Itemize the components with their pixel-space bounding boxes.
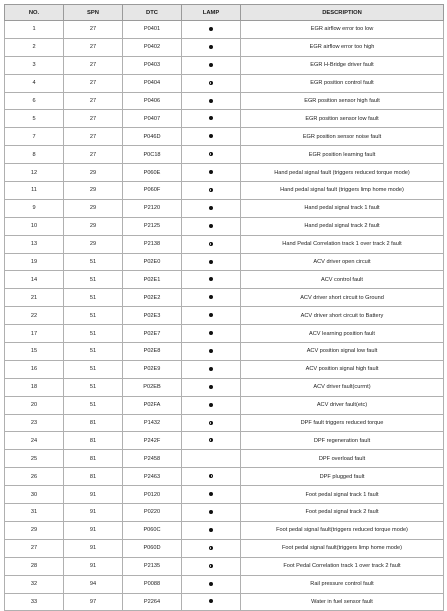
column-header-dtc: DTC bbox=[123, 5, 182, 21]
cell-no: 27 bbox=[5, 539, 64, 557]
cell-no: 20 bbox=[5, 396, 64, 414]
table-row bbox=[5, 235, 444, 253]
cell-dtc: P02E3 bbox=[123, 307, 182, 325]
cell-dtc: P0407 bbox=[123, 110, 182, 128]
cell-no: 4 bbox=[5, 74, 64, 92]
cell-lamp bbox=[182, 414, 241, 432]
cell-description: Hand Pedal Correlation track 1 over track 2 fault bbox=[241, 235, 444, 253]
cell-lamp bbox=[182, 378, 241, 396]
table-row bbox=[5, 468, 444, 486]
table-row bbox=[5, 56, 444, 74]
column-header-description: DESCRIPTION bbox=[241, 5, 444, 21]
cell-spn: 91 bbox=[64, 521, 123, 539]
cell-lamp bbox=[182, 325, 241, 343]
cell-lamp bbox=[182, 450, 241, 468]
cell-no: 8 bbox=[5, 146, 64, 164]
cell-spn: 97 bbox=[64, 593, 123, 611]
cell-description: Foot Pedal Correlation track 1 over track 2 fault bbox=[241, 557, 444, 575]
cell-spn: 81 bbox=[64, 432, 123, 450]
table-row bbox=[5, 74, 444, 92]
cell-spn: 27 bbox=[64, 128, 123, 146]
cell-dtc: P02E8 bbox=[123, 343, 182, 361]
cell-description: Water in fuel sensor fault bbox=[241, 593, 444, 611]
lamp-on-icon bbox=[209, 170, 213, 174]
table-row bbox=[5, 38, 444, 56]
cell-spn: 51 bbox=[64, 396, 123, 414]
cell-description: Foot pedal signal fault(triggers limp home mode) bbox=[241, 539, 444, 557]
cell-no: 32 bbox=[5, 575, 64, 593]
table-row bbox=[5, 182, 444, 200]
table-row bbox=[5, 199, 444, 217]
cell-spn: 91 bbox=[64, 504, 123, 522]
dtc-table bbox=[4, 4, 444, 611]
lamp-on-icon bbox=[209, 403, 213, 407]
cell-no: 33 bbox=[5, 593, 64, 611]
cell-no: 10 bbox=[5, 217, 64, 235]
cell-dtc: P02E0 bbox=[123, 253, 182, 271]
cell-description: ACV driver short circuit to Battery bbox=[241, 307, 444, 325]
cell-no: 24 bbox=[5, 432, 64, 450]
cell-lamp bbox=[182, 271, 241, 289]
cell-dtc: P060F bbox=[123, 182, 182, 200]
cell-description: EGR position learning fault bbox=[241, 146, 444, 164]
cell-description: ACV learning position fault bbox=[241, 325, 444, 343]
cell-dtc: P060C bbox=[123, 521, 182, 539]
cell-no: 13 bbox=[5, 235, 64, 253]
lamp-on-icon bbox=[209, 63, 213, 67]
cell-lamp bbox=[182, 593, 241, 611]
cell-description: ACV driver fault(currnt) bbox=[241, 378, 444, 396]
cell-description: DPF regeneration fault bbox=[241, 432, 444, 450]
cell-spn: 81 bbox=[64, 468, 123, 486]
cell-lamp bbox=[182, 468, 241, 486]
table-row bbox=[5, 271, 444, 289]
cell-description: Foot pedal signal track 2 fault bbox=[241, 504, 444, 522]
cell-description: ACV control fault bbox=[241, 271, 444, 289]
cell-dtc: P0406 bbox=[123, 92, 182, 110]
cell-lamp bbox=[182, 235, 241, 253]
table-row bbox=[5, 414, 444, 432]
cell-description: Hand pedal signal fault (triggers limp home mode) bbox=[241, 182, 444, 200]
table-row bbox=[5, 575, 444, 593]
column-header-spn: SPN bbox=[64, 5, 123, 21]
cell-description: EGR airflow error too high bbox=[241, 38, 444, 56]
lamp-on-icon bbox=[209, 313, 213, 317]
cell-spn: 51 bbox=[64, 343, 123, 361]
cell-description: EGR position control fault bbox=[241, 74, 444, 92]
cell-spn: 51 bbox=[64, 271, 123, 289]
cell-lamp bbox=[182, 74, 241, 92]
table-row bbox=[5, 253, 444, 271]
lamp-on-icon bbox=[209, 385, 213, 389]
table-row bbox=[5, 110, 444, 128]
table-row bbox=[5, 343, 444, 361]
table-row bbox=[5, 164, 444, 182]
cell-description: ACV driver fault(etc) bbox=[241, 396, 444, 414]
cell-no: 17 bbox=[5, 325, 64, 343]
cell-spn: 91 bbox=[64, 486, 123, 504]
cell-no: 9 bbox=[5, 199, 64, 217]
cell-lamp bbox=[182, 289, 241, 307]
cell-description: Foot pedal signal track 1 fault bbox=[241, 486, 444, 504]
cell-description: Rail pressure control fault bbox=[241, 575, 444, 593]
cell-spn: 29 bbox=[64, 164, 123, 182]
cell-spn: 94 bbox=[64, 575, 123, 593]
cell-spn: 29 bbox=[64, 217, 123, 235]
cell-spn: 27 bbox=[64, 146, 123, 164]
cell-description: Hand pedal signal track 2 fault bbox=[241, 217, 444, 235]
cell-lamp bbox=[182, 38, 241, 56]
cell-lamp bbox=[182, 360, 241, 378]
cell-lamp bbox=[182, 521, 241, 539]
cell-description: Hand pedal signal fault (triggers reduced torque mode) bbox=[241, 164, 444, 182]
cell-dtc: P0C18 bbox=[123, 146, 182, 164]
table-row bbox=[5, 432, 444, 450]
cell-spn: 51 bbox=[64, 253, 123, 271]
cell-description: ACV driver short circuit to Ground bbox=[241, 289, 444, 307]
cell-lamp bbox=[182, 575, 241, 593]
table-row bbox=[5, 92, 444, 110]
cell-lamp bbox=[182, 432, 241, 450]
cell-spn: 51 bbox=[64, 289, 123, 307]
cell-lamp bbox=[182, 307, 241, 325]
cell-no: 21 bbox=[5, 289, 64, 307]
table-row bbox=[5, 450, 444, 468]
table-row bbox=[5, 504, 444, 522]
lamp-half-right-icon bbox=[209, 152, 213, 156]
lamp-half-right-icon bbox=[209, 546, 213, 550]
cell-description: EGR airflow error too low bbox=[241, 21, 444, 39]
cell-no: 1 bbox=[5, 21, 64, 39]
cell-spn: 29 bbox=[64, 199, 123, 217]
lamp-on-icon bbox=[209, 260, 213, 264]
lamp-on-icon bbox=[209, 492, 213, 496]
lamp-on-icon bbox=[209, 599, 213, 603]
lamp-on-icon bbox=[209, 510, 213, 514]
cell-spn: 51 bbox=[64, 325, 123, 343]
cell-no: 7 bbox=[5, 128, 64, 146]
cell-dtc: P0088 bbox=[123, 575, 182, 593]
lamp-on-icon bbox=[209, 277, 213, 281]
cell-description: EGR position sensor low fault bbox=[241, 110, 444, 128]
cell-no: 23 bbox=[5, 414, 64, 432]
cell-dtc: P02E7 bbox=[123, 325, 182, 343]
cell-description: EGR position sensor noise fault bbox=[241, 128, 444, 146]
cell-spn: 27 bbox=[64, 74, 123, 92]
cell-spn: 81 bbox=[64, 414, 123, 432]
cell-lamp bbox=[182, 504, 241, 522]
cell-description: Hand pedal signal track 1 fault bbox=[241, 199, 444, 217]
cell-dtc: P02FA bbox=[123, 396, 182, 414]
cell-lamp bbox=[182, 164, 241, 182]
table-row bbox=[5, 146, 444, 164]
cell-dtc: P0220 bbox=[123, 504, 182, 522]
header-row bbox=[5, 5, 444, 21]
cell-lamp bbox=[182, 56, 241, 74]
cell-dtc: P2458 bbox=[123, 450, 182, 468]
cell-spn: 51 bbox=[64, 360, 123, 378]
cell-lamp bbox=[182, 128, 241, 146]
cell-spn: 27 bbox=[64, 21, 123, 39]
cell-description: DPF plugged fault bbox=[241, 468, 444, 486]
lamp-half-right-icon bbox=[209, 564, 213, 568]
lamp-on-icon bbox=[209, 331, 213, 335]
table-row bbox=[5, 307, 444, 325]
cell-dtc: P0401 bbox=[123, 21, 182, 39]
cell-dtc: P02E1 bbox=[123, 271, 182, 289]
table-row bbox=[5, 378, 444, 396]
cell-lamp bbox=[182, 146, 241, 164]
cell-spn: 27 bbox=[64, 110, 123, 128]
cell-lamp bbox=[182, 21, 241, 39]
lamp-on-icon bbox=[209, 367, 213, 371]
cell-lamp bbox=[182, 217, 241, 235]
table-row bbox=[5, 521, 444, 539]
table-row bbox=[5, 593, 444, 611]
cell-dtc: P0404 bbox=[123, 74, 182, 92]
cell-lamp bbox=[182, 92, 241, 110]
lamp-on-icon bbox=[209, 206, 213, 210]
table-row bbox=[5, 396, 444, 414]
cell-lamp bbox=[182, 539, 241, 557]
cell-dtc: P02EB bbox=[123, 378, 182, 396]
cell-spn: 91 bbox=[64, 557, 123, 575]
lamp-on-icon bbox=[209, 45, 213, 49]
table-body bbox=[5, 21, 444, 611]
cell-spn: 51 bbox=[64, 378, 123, 396]
cell-spn: 51 bbox=[64, 307, 123, 325]
cell-dtc: P2125 bbox=[123, 217, 182, 235]
cell-no: 31 bbox=[5, 504, 64, 522]
table-row bbox=[5, 21, 444, 39]
cell-no: 22 bbox=[5, 307, 64, 325]
cell-spn: 27 bbox=[64, 92, 123, 110]
lamp-on-icon bbox=[209, 582, 213, 586]
cell-description: EGR position sensor high fault bbox=[241, 92, 444, 110]
lamp-half-right-icon bbox=[209, 81, 213, 85]
cell-lamp bbox=[182, 486, 241, 504]
lamp-on-icon bbox=[209, 116, 213, 120]
cell-no: 25 bbox=[5, 450, 64, 468]
cell-dtc: P060E bbox=[123, 164, 182, 182]
cell-description: DPF overload fault bbox=[241, 450, 444, 468]
cell-lamp bbox=[182, 110, 241, 128]
cell-no: 29 bbox=[5, 521, 64, 539]
cell-spn: 81 bbox=[64, 450, 123, 468]
cell-lamp bbox=[182, 343, 241, 361]
table-header bbox=[5, 5, 444, 21]
cell-dtc: P2135 bbox=[123, 557, 182, 575]
cell-description: ACV position signal high fault bbox=[241, 360, 444, 378]
cell-spn: 91 bbox=[64, 539, 123, 557]
table-row bbox=[5, 289, 444, 307]
cell-no: 12 bbox=[5, 164, 64, 182]
cell-dtc: P1432 bbox=[123, 414, 182, 432]
cell-dtc: P0120 bbox=[123, 486, 182, 504]
cell-dtc: P2264 bbox=[123, 593, 182, 611]
lamp-on-icon bbox=[209, 295, 213, 299]
cell-spn: 29 bbox=[64, 235, 123, 253]
cell-lamp bbox=[182, 182, 241, 200]
table-row bbox=[5, 128, 444, 146]
cell-no: 3 bbox=[5, 56, 64, 74]
cell-dtc: P02E2 bbox=[123, 289, 182, 307]
cell-lamp bbox=[182, 253, 241, 271]
cell-no: 18 bbox=[5, 378, 64, 396]
cell-description: ACV position signal low fault bbox=[241, 343, 444, 361]
cell-no: 16 bbox=[5, 360, 64, 378]
cell-no: 15 bbox=[5, 343, 64, 361]
cell-no: 30 bbox=[5, 486, 64, 504]
cell-no: 11 bbox=[5, 182, 64, 200]
lamp-on-icon bbox=[209, 134, 213, 138]
cell-spn: 27 bbox=[64, 38, 123, 56]
cell-description: EGR H-Bridge driver fault bbox=[241, 56, 444, 74]
cell-dtc: P0403 bbox=[123, 56, 182, 74]
table-row bbox=[5, 539, 444, 557]
lamp-on-icon bbox=[209, 528, 213, 532]
lamp-half-left-icon bbox=[209, 474, 213, 478]
cell-spn: 29 bbox=[64, 182, 123, 200]
lamp-on-icon bbox=[209, 99, 213, 103]
cell-lamp bbox=[182, 557, 241, 575]
cell-dtc: P2138 bbox=[123, 235, 182, 253]
cell-lamp bbox=[182, 199, 241, 217]
cell-no: 19 bbox=[5, 253, 64, 271]
cell-dtc: P242F bbox=[123, 432, 182, 450]
cell-no: 14 bbox=[5, 271, 64, 289]
table-row bbox=[5, 360, 444, 378]
cell-lamp bbox=[182, 396, 241, 414]
table-row bbox=[5, 325, 444, 343]
cell-dtc: P02E9 bbox=[123, 360, 182, 378]
lamp-half-right-icon bbox=[209, 421, 213, 425]
lamp-on-icon bbox=[209, 27, 213, 31]
cell-no: 5 bbox=[5, 110, 64, 128]
cell-description: ACV driver open circuit bbox=[241, 253, 444, 271]
cell-dtc: P2463 bbox=[123, 468, 182, 486]
cell-dtc: P060D bbox=[123, 539, 182, 557]
cell-no: 6 bbox=[5, 92, 64, 110]
lamp-on-icon bbox=[209, 349, 213, 353]
cell-dtc: P046D bbox=[123, 128, 182, 146]
lamp-half-right-icon bbox=[209, 188, 213, 192]
table-row bbox=[5, 486, 444, 504]
column-header-no: NO. bbox=[5, 5, 64, 21]
table-row bbox=[5, 217, 444, 235]
cell-dtc: P2120 bbox=[123, 199, 182, 217]
lamp-half-right-icon bbox=[209, 438, 213, 442]
column-header-lamp: LAMP bbox=[182, 5, 241, 21]
lamp-half-right-icon bbox=[209, 242, 213, 246]
cell-description: Foot pedal signal fault(triggers reduced torque mode) bbox=[241, 521, 444, 539]
cell-spn: 27 bbox=[64, 56, 123, 74]
cell-description: DPF fault triggers reduced torque bbox=[241, 414, 444, 432]
lamp-on-icon bbox=[209, 224, 213, 228]
cell-no: 2 bbox=[5, 38, 64, 56]
table-row bbox=[5, 557, 444, 575]
cell-dtc: P0402 bbox=[123, 38, 182, 56]
cell-no: 26 bbox=[5, 468, 64, 486]
cell-no: 28 bbox=[5, 557, 64, 575]
